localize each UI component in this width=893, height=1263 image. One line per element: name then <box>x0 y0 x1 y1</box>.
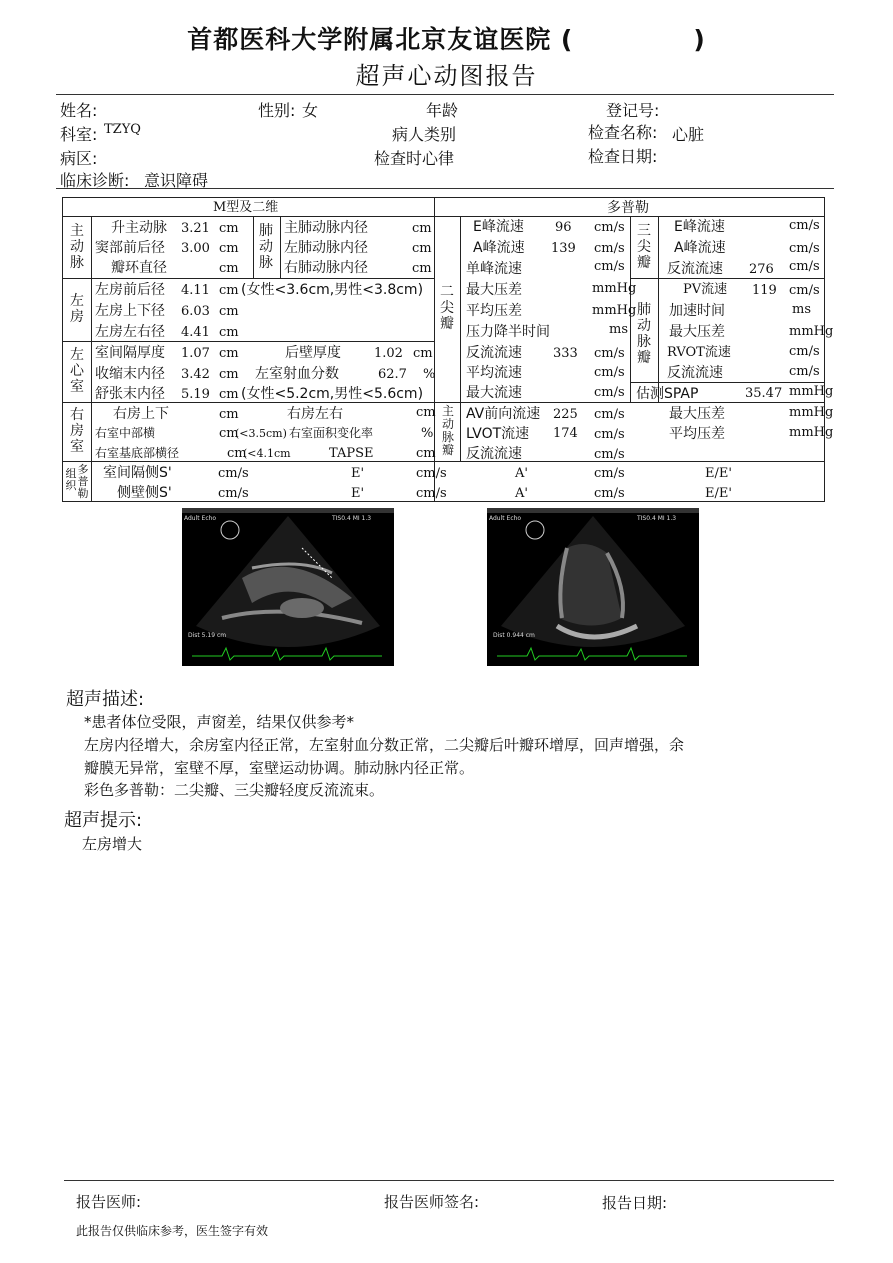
mv-e-value: 96 <box>555 220 572 235</box>
tv-regurg-label: 反流流速 <box>667 261 723 277</box>
hospital-title: 首都医科大学附属北京友谊医院 ( ) <box>187 25 706 54</box>
mv-e-label: E峰流速 <box>473 219 524 235</box>
mv-single-peak-label: 单峰流速 <box>466 261 522 277</box>
ef-label: 左室射血分数 <box>255 366 339 382</box>
la-si-label: 左房上下径 <box>95 303 165 319</box>
spap-value: 35.47 <box>745 386 783 401</box>
ivs-value: 1.07 <box>181 346 210 361</box>
mitral-valve-group-label: 二尖瓣 <box>440 284 454 332</box>
annulus-label: 瓣环直径 <box>111 260 167 276</box>
asc-aorta-value: 3.21 <box>181 221 210 236</box>
description-line-3: 瓣膜无异常，室壁不厚，室壁运动协调。肺动脉内径正常。 <box>84 759 475 777</box>
lateral-s-label: 侧壁侧S' <box>117 485 172 501</box>
tv-regurg-value: 276 <box>749 262 774 277</box>
description-line-4: 彩色多普勒：二尖瓣、三尖瓣轻度反流流束。 <box>84 781 385 799</box>
measurement-table: M型及二维 多普勒 主动脉 升主动脉 3.21 cm 窦部前后径 3.00 cm 瓣环直径 cm 肺动脉 主肺动脉内径 cm 左肺动脉内径 cm 右肺动脉内径 cm 左房 左房前后径 4.11 cm (女性<3.6cm,男性<3.8cm) 左房上下径 6.03 cm 左房左右径 4.41 cm 左心室 室间隔厚度 1.07 cm 后壁厚度 1.02 cm 收缩末内径 3.42 cm 左室射血分数 62.7 % 舒张末内径 5.19 cm (女性<5.2cm,男性<5.6cm) 右房室 右房上下 cm 右房左右 cm 右室中部横 cm (<3.5cm) 右室面积变化率 % 右室基底部横径 cm (<4.1cm TAPSE cm 组织 多普勒 室间隔侧S' cm/s E' cm/s A' cm/s E/E' 侧壁侧S' cm/s E' cm/s A' cm/s E/E' 二尖瓣 E峰流速 96 cm/s A峰流速 139 cm/s 单峰流速 cm/s 最大压差 mmHg 平均压差 mmHg 压力降半时间 ms 反流流速 333 cm/s 平均流速 cm/s 最大流速 cm/s 三尖瓣 E峰流速 cm/s A峰流速 cm/s 反流流速 276 cm/s 肺动脉瓣 PV流速 119 cm/s 加速时间 ms 最大压差 mmHg RVOT流速 cm/s 反流流速 cm/s 估测SPAP 35.47 mmHg 主动脉瓣 AV前向流速 225 cm/s LVOT流速 174 cm/s 反流流速 cm/s 最大压差 mmHg 平均压差 mmHg <box>62 197 825 502</box>
lvesd-value: 3.42 <box>181 367 210 382</box>
sinus-value: 3.00 <box>181 241 210 256</box>
main-pa-label: 主肺动脉内径 <box>284 220 368 236</box>
exam-name-value: 心脏 <box>672 125 705 144</box>
tricuspid-valve-group-label: 三尖瓣 <box>637 223 651 271</box>
pulmonary-artery-group-label: 肺动脉 <box>259 223 273 271</box>
aortic-valve-group-label: 主动脉瓣 <box>441 404 454 457</box>
description-line-2: 左房内径增大，余房室内径正常，左室射血分数正常，二尖瓣后叶瓣环增厚，回声增强，余 <box>84 736 685 754</box>
description-line-1: *患者体位受限，声窗差，结果仅供参考* <box>84 713 355 731</box>
patient-type-label: 病人类别 <box>392 125 457 144</box>
pw-label: 后壁厚度 <box>285 345 341 361</box>
conclusion-heading: 超声提示: <box>64 810 143 831</box>
conclusion-text: 左房增大 <box>82 835 143 853</box>
ra-si-label: 右房上下 <box>113 406 169 422</box>
left-ventricle-group-label: 左心室 <box>70 347 84 395</box>
exam-name-label: 检查名称: <box>588 123 658 142</box>
department-value: TZYQ <box>104 122 141 137</box>
tapse-label: TAPSE <box>329 446 374 461</box>
rv-base-label: 右室基底部横径 <box>95 446 180 460</box>
echo-image-right <box>487 508 699 666</box>
la-ap-value: 4.11 <box>181 283 210 298</box>
report-date-label: 报告日期: <box>602 1194 668 1212</box>
pw-value: 1.02 <box>374 346 403 361</box>
doppler-group-label: 多普勒 <box>77 463 89 500</box>
pv-regurg-label: 反流流速 <box>667 365 723 381</box>
right-pa-label: 右肺动脉内径 <box>284 260 368 276</box>
echo-left-dist: Dist 5.19 cm <box>188 632 227 639</box>
rv-base-reference: (<4.1cm <box>243 447 291 460</box>
lvesd-label: 收缩末内径 <box>95 366 165 382</box>
mv-a-label: A峰流速 <box>473 240 525 256</box>
redacted-block <box>573 30 693 52</box>
pv-velocity-value: 119 <box>752 283 777 298</box>
septal-s-label: 室间隔侧S' <box>103 465 172 481</box>
header-divider <box>56 94 834 95</box>
tissue-group-label: 组织 <box>65 467 77 492</box>
lateral-e-over-e-label: E/E' <box>705 486 732 501</box>
pulmonary-valve-group-label: 肺动脉瓣 <box>637 302 651 366</box>
department-label: 科室: <box>60 125 98 144</box>
lvot-velocity-label: LVOT流速 <box>466 426 530 442</box>
septal-e-over-e-label: E/E' <box>705 466 732 481</box>
mv-a-value: 139 <box>551 241 576 256</box>
ef-value: 62.7 <box>378 367 407 382</box>
av-forward-value: 225 <box>553 407 578 422</box>
exam-date-label: 检查日期: <box>588 147 658 166</box>
rv-mid-label: 右室中部横 <box>95 426 156 440</box>
mv-mean-pg-label: 平均压差 <box>466 303 522 319</box>
pv-velocity-label: PV流速 <box>683 282 728 297</box>
lvot-velocity-value: 174 <box>553 426 578 441</box>
ward-label: 病区: <box>60 149 98 168</box>
m-mode-header: M型及二维 <box>213 200 279 215</box>
echo-image-left <box>182 508 394 666</box>
gender-value: 女 <box>302 101 319 120</box>
hospital-name: 首都医科大学附属北京友谊医院 <box>187 25 552 54</box>
diagnosis-value: 意识障碍 <box>144 171 209 190</box>
rvot-velocity-label: RVOT流速 <box>667 345 731 360</box>
lateral-a-prime-label: A' <box>515 486 528 501</box>
la-reference: (女性<3.6cm,男性<3.8cm) <box>241 282 424 298</box>
report-doctor-label: 报告医师: <box>76 1193 142 1211</box>
doppler-header: 多普勒 <box>607 200 649 216</box>
ivs-label: 室间隔厚度 <box>95 345 165 361</box>
la-lr-value: 4.41 <box>181 325 210 340</box>
registration-label: 登记号: <box>606 101 660 120</box>
lvedd-value: 5.19 <box>181 387 210 402</box>
tv-a-label: A峰流速 <box>674 240 726 256</box>
rhythm-label: 检查时心律 <box>374 149 455 168</box>
name-label: 姓名: <box>60 101 98 120</box>
fac-label: 右室面积变化率 <box>289 426 374 440</box>
footer-divider <box>64 1180 834 1181</box>
echo-left-header: Adult Echo <box>184 515 217 522</box>
echo-right-header: Adult Echo <box>489 515 522 522</box>
spap-label: 估测SPAP <box>636 386 699 402</box>
echo-right-header-right: TIS0.4 MI 1.3 <box>637 515 677 522</box>
mv-pht-label: 压力降半时间 <box>466 324 550 340</box>
septal-a-prime-label: A' <box>515 466 528 481</box>
av-regurg-label: 反流流速 <box>466 446 522 462</box>
echo-right-dist: Dist 0.944 cm <box>493 632 535 639</box>
diagnosis-label: 临床诊断: <box>60 171 130 190</box>
aorta-group-label: 主动脉 <box>70 223 84 271</box>
report-title: 超声心动图报告 <box>355 62 538 90</box>
left-atrium-group-label: 左房 <box>70 293 84 325</box>
av-mean-pg-label: 平均压差 <box>669 426 725 442</box>
mv-max-pg-label: 最大压差 <box>466 282 522 298</box>
disclaimer: 此报告仅供临床参考，医生签字有效 <box>76 1224 269 1238</box>
right-heart-group-label: 右房室 <box>70 407 84 455</box>
tv-e-label: E峰流速 <box>674 219 725 235</box>
lv-reference: (女性<5.2cm,男性<5.6cm) <box>241 386 424 402</box>
la-si-value: 6.03 <box>181 304 210 319</box>
mv-regurg-label: 反流流速 <box>466 345 522 361</box>
la-ap-label: 左房前后径 <box>95 282 165 298</box>
mv-regurg-value: 333 <box>553 346 578 361</box>
pv-accel-label: 加速时间 <box>669 303 725 319</box>
doctor-signature-label: 报告医师签名: <box>384 1193 480 1211</box>
la-lr-label: 左房左右径 <box>95 324 165 340</box>
mv-regurg-max-label: 最大流速 <box>466 385 522 401</box>
left-pa-label: 左肺动脉内径 <box>284 240 368 256</box>
mv-regurg-mean-label: 平均流速 <box>466 365 522 381</box>
ra-lr-label: 右房左右 <box>287 406 343 422</box>
asc-aorta-label: 升主动脉 <box>111 220 167 236</box>
septal-e-prime-label: E' <box>351 466 365 481</box>
sinus-label: 窦部前后径 <box>95 240 165 256</box>
description-heading: 超声描述: <box>66 689 145 710</box>
lvedd-label: 舒张末内径 <box>95 386 165 402</box>
age-label: 年龄 <box>426 101 459 120</box>
echo-left-header-right: TIS0.4 MI 1.3 <box>332 515 372 522</box>
lateral-e-prime-label: E' <box>351 486 365 501</box>
gender-label: 性别: <box>258 101 296 120</box>
pv-max-pg-label: 最大压差 <box>669 324 725 340</box>
av-forward-label: AV前向流速 <box>466 406 541 422</box>
av-max-pg-label: 最大压差 <box>669 406 725 422</box>
rv-mid-reference: (<3.5cm) <box>235 427 287 440</box>
info-divider <box>56 188 834 189</box>
